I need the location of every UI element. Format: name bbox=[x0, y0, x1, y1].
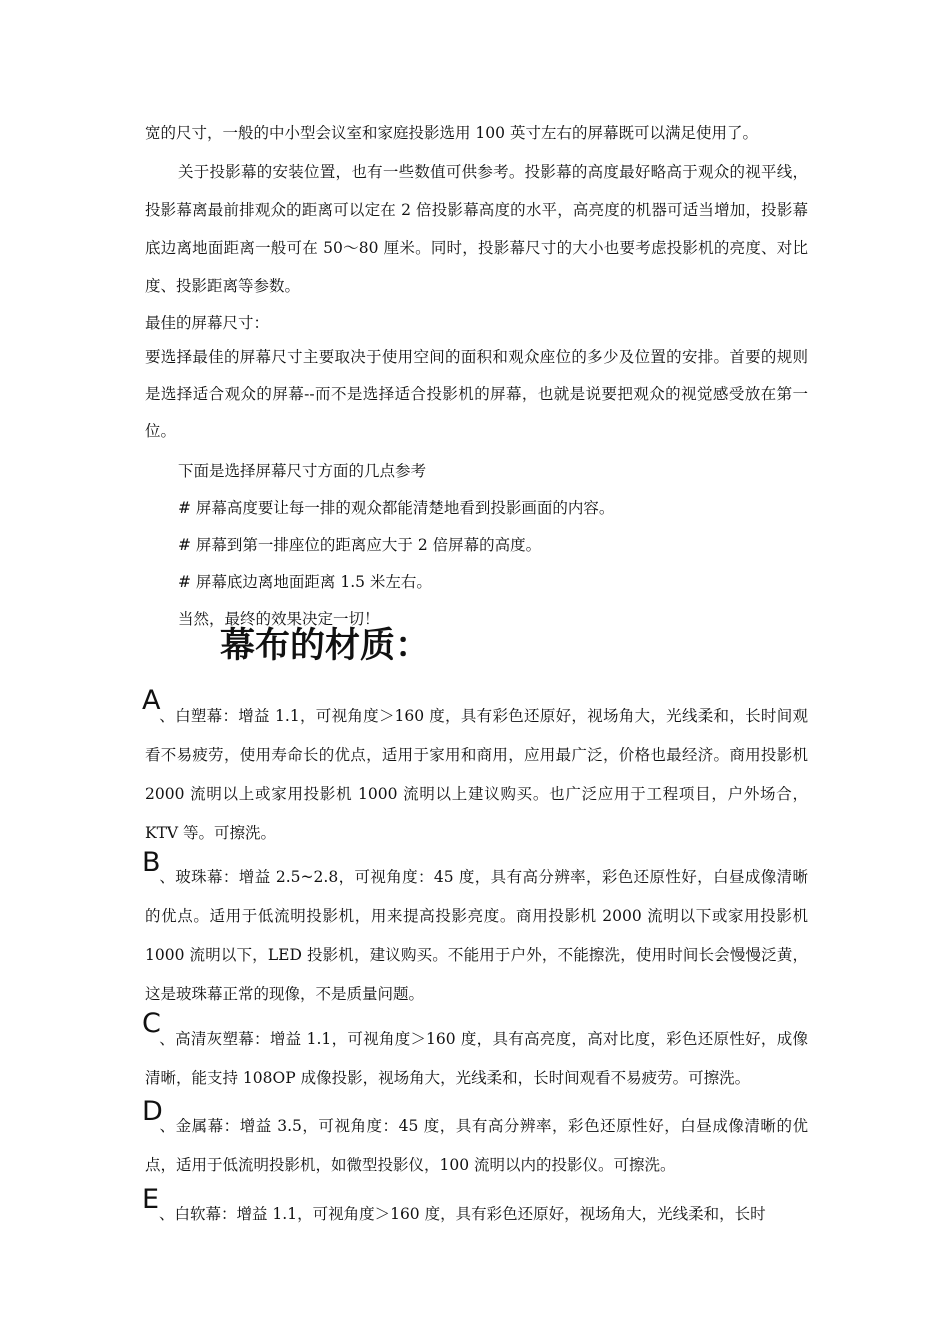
material-item-text: 、高清灰塑幕：增益 1.1，可视角度＞160 度，具有高亮度，高对比度，彩色还原性好，成像清晰，能支持 108OP 成像投影，视场角大，光线柔和，长时间观看不易疲劳。可擦洗。 bbox=[145, 1030, 808, 1087]
material-item-text: 、金属幕：增益 3.5，可视角度：45 度，具有高分辨率，彩色还原性好，白昼成像清晰的优点，适用于低流明投影机，如微型投影仪，100 流明以内的投影仪。可擦洗。 bbox=[145, 1117, 808, 1174]
best-size-heading: 最佳的屏幕尺寸： bbox=[145, 314, 270, 332]
material-item-text: 、玻珠幕：增益 2.5~2.8，可视角度：45 度，具有高分辨率，彩色还原性好，白昼成像清晰的优点。适用于低流明投影机，用来提高投影亮度。商用投影机 2000 流明以下或家用投影机 1000 流明以下，LED 投影机，建议购买。不能用于户外，不能擦洗，使用时间长会慢慢泛黄，这是玻珠幕正常的现像，不是质量问题。 bbox=[145, 868, 808, 1003]
best-size-paragraph: 要选择最佳的屏幕尺寸主要取决于使用空间的面积和观众座位的多少及位置的安排。首要的规则是选择适合观众的屏幕--而不是选择适合投影机的屏幕，也就是说要把观众的视觉感受放在第一位。 bbox=[145, 348, 808, 440]
material-item-text: 、白塑幕：增益 1.1，可视角度＞160 度，具有彩色还原好，视场角大，光线柔和，长时间观看不易疲劳，使用寿命长的优点，适用于家用和商用，应用最广泛，价格也最经济。商用投影机 2000 流明以上或家用投影机 1000 流明以上建议购买。也广泛应用于工程项目，户外场合，KTV 等。可擦洗。 bbox=[145, 707, 808, 842]
item-letter-d: D bbox=[142, 1096, 163, 1127]
intro-line-1: 宽的尺寸，一般的中小型会议室和家庭投影选用 100 英寸左右的屏幕既可以满足使用了。 bbox=[145, 124, 758, 142]
reference-heading: 下面是选择屏幕尺寸方面的几点参考 bbox=[178, 462, 427, 480]
item-letter-e: E bbox=[142, 1184, 160, 1215]
material-item-a bbox=[145, 697, 808, 853]
item-letter-b: B bbox=[142, 847, 161, 878]
material-title: 幕布的材质： bbox=[220, 625, 431, 666]
install-paragraph: 关于投影幕的安装位置，也有一些数值可供参考。投影幕的高度最好略高于观众的视平线，投影幕离最前排观众的距离可以定在 2 倍投影幕高度的水平，高亮度的机器可适当增加，投影幕底边离地面距离一般可在 50～80 厘米。同时，投影幕尺寸的大小也要考虑投影机的亮度、对比度、投影距离等参数。 bbox=[145, 163, 808, 295]
bullet-item: # 屏幕到第一排座位的距离应大于 2 倍屏幕的高度。 bbox=[178, 536, 542, 554]
item-letter-c: C bbox=[142, 1008, 161, 1039]
bullet-item: # 屏幕底边离地面距离 1.5 米左右。 bbox=[178, 573, 432, 591]
material-item-d bbox=[145, 1107, 808, 1185]
material-item-e bbox=[145, 1195, 808, 1234]
bullet-item: # 屏幕高度要让每一排的观众都能清楚地看到投影画面的内容。 bbox=[178, 499, 615, 517]
material-item-b bbox=[145, 858, 808, 1014]
item-letter-a: A bbox=[142, 685, 161, 716]
material-item-c bbox=[145, 1020, 808, 1098]
conclusion-line: 当然，最终的效果决定一切！ bbox=[178, 610, 380, 628]
material-item-text: 、白软幕：增益 1.1，可视角度＞160 度，具有彩色还原好，视场角大，光线柔和，长时 bbox=[159, 1205, 766, 1223]
